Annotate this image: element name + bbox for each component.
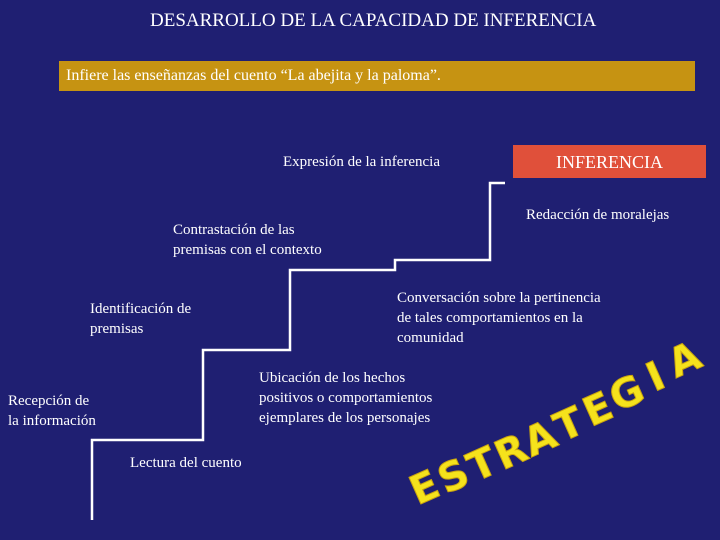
activity-lectura: Lectura del cuento xyxy=(130,455,242,471)
word-art-letter: G xyxy=(602,366,652,422)
word-art-letter: R xyxy=(487,425,535,480)
word-art-letter: E xyxy=(402,461,447,515)
word-art-letter: T xyxy=(460,438,505,492)
word-art-letter: A xyxy=(661,332,709,388)
activity-conversacion: Conversación sobre la pertinencia de tales comportamientos en la comunidad xyxy=(397,290,601,346)
inference-label: INFERENCIA xyxy=(556,152,663,172)
word-art-letter: A xyxy=(516,411,564,467)
slide-title: DESARROLLO DE LA CAPACIDAD DE INFERENCIA xyxy=(150,10,597,31)
activity-redaccion: Redacción de moralejas xyxy=(526,207,670,223)
word-art-letter: S xyxy=(431,449,477,504)
step-contrastacion: Contrastación de las premisas con el contexto xyxy=(173,222,322,258)
step-identificacion: Identificación de premisas xyxy=(90,301,192,337)
word-art-letter: E xyxy=(576,383,620,437)
objective-text: Infiere las enseñanzas del cuento “La abejita y la paloma”. xyxy=(66,67,441,84)
step-recepcion: Recepción de la información xyxy=(8,393,96,429)
activity-ubicacion: Ubicación de los hechos positivos o comportamientos ejemplares de los personajes xyxy=(259,370,433,426)
word-art-letter: I xyxy=(639,353,672,402)
step-expresion: Expresión de la inferencia xyxy=(283,154,441,170)
word-art-letter: T xyxy=(547,398,591,452)
